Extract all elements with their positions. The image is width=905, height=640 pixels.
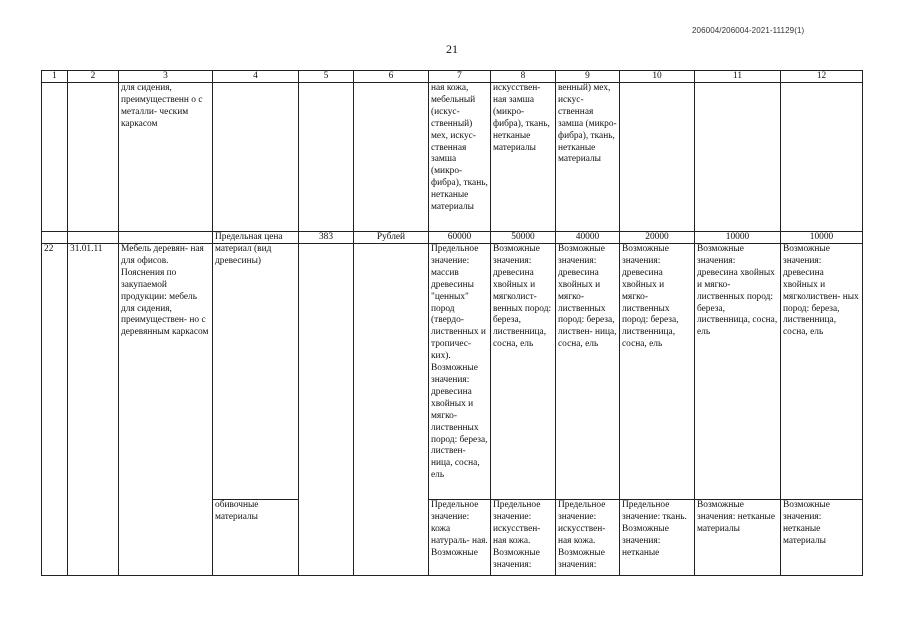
row-22-material bbox=[42, 244, 863, 500]
characteristic-value-col9: венный) мех, искус- ственная замша (микро- фибра), ткань, нетканые материалы bbox=[556, 83, 620, 232]
row-number: 22 bbox=[42, 244, 68, 576]
column-number: 6 bbox=[354, 71, 429, 83]
column-number: 12 bbox=[781, 71, 863, 83]
upholstery-value-col7: Предельное значение: кожа натураль- ная. Возможные bbox=[429, 500, 491, 576]
material-value-col9: Возможные значения: древесина хвойных и мягко- лиственных пород: береза, листвен- ница, сосна, ель bbox=[556, 244, 620, 500]
cell-empty bbox=[68, 232, 119, 244]
column-number: 11 bbox=[695, 71, 781, 83]
cell-empty bbox=[42, 83, 68, 232]
column-number: 7 bbox=[429, 71, 491, 83]
cell-empty bbox=[119, 232, 213, 244]
material-value-col8: Возможные значения: древесина хвойных и мягколист- венных пород: береза, лиственница, сосна, ель bbox=[491, 244, 556, 500]
product-description-cont: для сидения, преимущественн о с металли- ческим каркасом bbox=[119, 83, 213, 232]
page-number: 21 bbox=[446, 42, 458, 56]
upholstery-value-col8: Предельное значение: искусствен- ная кожа. Возможные значения: bbox=[491, 500, 556, 576]
price-value-col9: 40000 bbox=[556, 232, 620, 244]
material-value-col11: Возможные значения: древесина хвойных и мягко- лиственных пород: береза, лиственница, сосна, ель bbox=[695, 244, 781, 500]
material-value-col12: Возможные значения: древесина хвойных и мягколиствен- ных пород: береза, лиственница, сосна, ель bbox=[781, 244, 863, 500]
characteristic-value-col8: искусствен- ная замша (микро- фибра), ткань, нетканые материалы bbox=[491, 83, 556, 232]
column-number: 8 bbox=[491, 71, 556, 83]
cell-empty bbox=[68, 83, 119, 232]
column-number: 10 bbox=[620, 71, 695, 83]
characteristic-material: материал (вид древесины) bbox=[213, 244, 299, 500]
price-value-col10: 20000 bbox=[620, 232, 695, 244]
cell-empty bbox=[781, 83, 863, 232]
material-value-col7: Предельное значение: массив древесины "ценных" пород (твердо- лиственных и тропичес- ких). Возможные значения: древесина хвойных и мягко- лиственных пород: береза, листвен- ница, сосна, ель bbox=[429, 244, 491, 500]
price-limit-label: Предельная цена bbox=[213, 232, 299, 244]
specification-table bbox=[41, 70, 863, 576]
price-value-col8: 50000 bbox=[491, 232, 556, 244]
cell-empty bbox=[42, 232, 68, 244]
column-number: 5 bbox=[299, 71, 354, 83]
price-limit-row bbox=[42, 232, 863, 244]
column-number: 1 bbox=[42, 71, 68, 83]
upholstery-value-col9: Предельное значение: искусствен- ная кожа. Возможные значения: bbox=[556, 500, 620, 576]
unit-code: 383 bbox=[299, 232, 354, 244]
price-value-col12: 10000 bbox=[781, 232, 863, 244]
document-id: 206004/206004-2021-11129(1) bbox=[692, 26, 805, 35]
continuation-row bbox=[42, 83, 863, 232]
price-value-col11: 10000 bbox=[695, 232, 781, 244]
unit-name: Рублей bbox=[354, 232, 429, 244]
column-number: 4 bbox=[213, 71, 299, 83]
cell-empty bbox=[299, 244, 354, 576]
okpd2-code: 31.01.11 bbox=[68, 244, 119, 576]
product-description: Мебель деревян- ная для офисов. Пояснения по закупаемой продукции: мебель для сидения, преимуществен- но с деревянным каркасом bbox=[119, 244, 213, 576]
cell-empty bbox=[299, 83, 354, 232]
upholstery-value-col10: Предельное значение: ткань. Возможные значения: нетканые bbox=[620, 500, 695, 576]
price-value-col7: 60000 bbox=[429, 232, 491, 244]
column-number: 3 bbox=[119, 71, 213, 83]
material-value-col10: Возможные значения: древесина хвойных и мягко- лиственных пород: береза, лиственница, сосна, ель bbox=[620, 244, 695, 500]
cell-empty bbox=[354, 244, 429, 576]
characteristic-upholstery: обивочные материалы bbox=[213, 500, 299, 576]
upholstery-value-col12: Возможные значения: нетканые материалы bbox=[781, 500, 863, 576]
column-number: 2 bbox=[68, 71, 119, 83]
characteristic-value-col7: ная кожа, мебельный (искус- ственный) мех, искус- ственная замша (микро- фибра), ткань, нетканые материалы bbox=[429, 83, 491, 232]
cell-empty bbox=[620, 83, 695, 232]
cell-empty bbox=[695, 83, 781, 232]
cell-empty bbox=[213, 83, 299, 232]
column-number-row bbox=[42, 71, 863, 83]
column-number: 9 bbox=[556, 71, 620, 83]
upholstery-value-col11: Возможные значения: нетканые материалы bbox=[695, 500, 781, 576]
cell-empty bbox=[354, 83, 429, 232]
